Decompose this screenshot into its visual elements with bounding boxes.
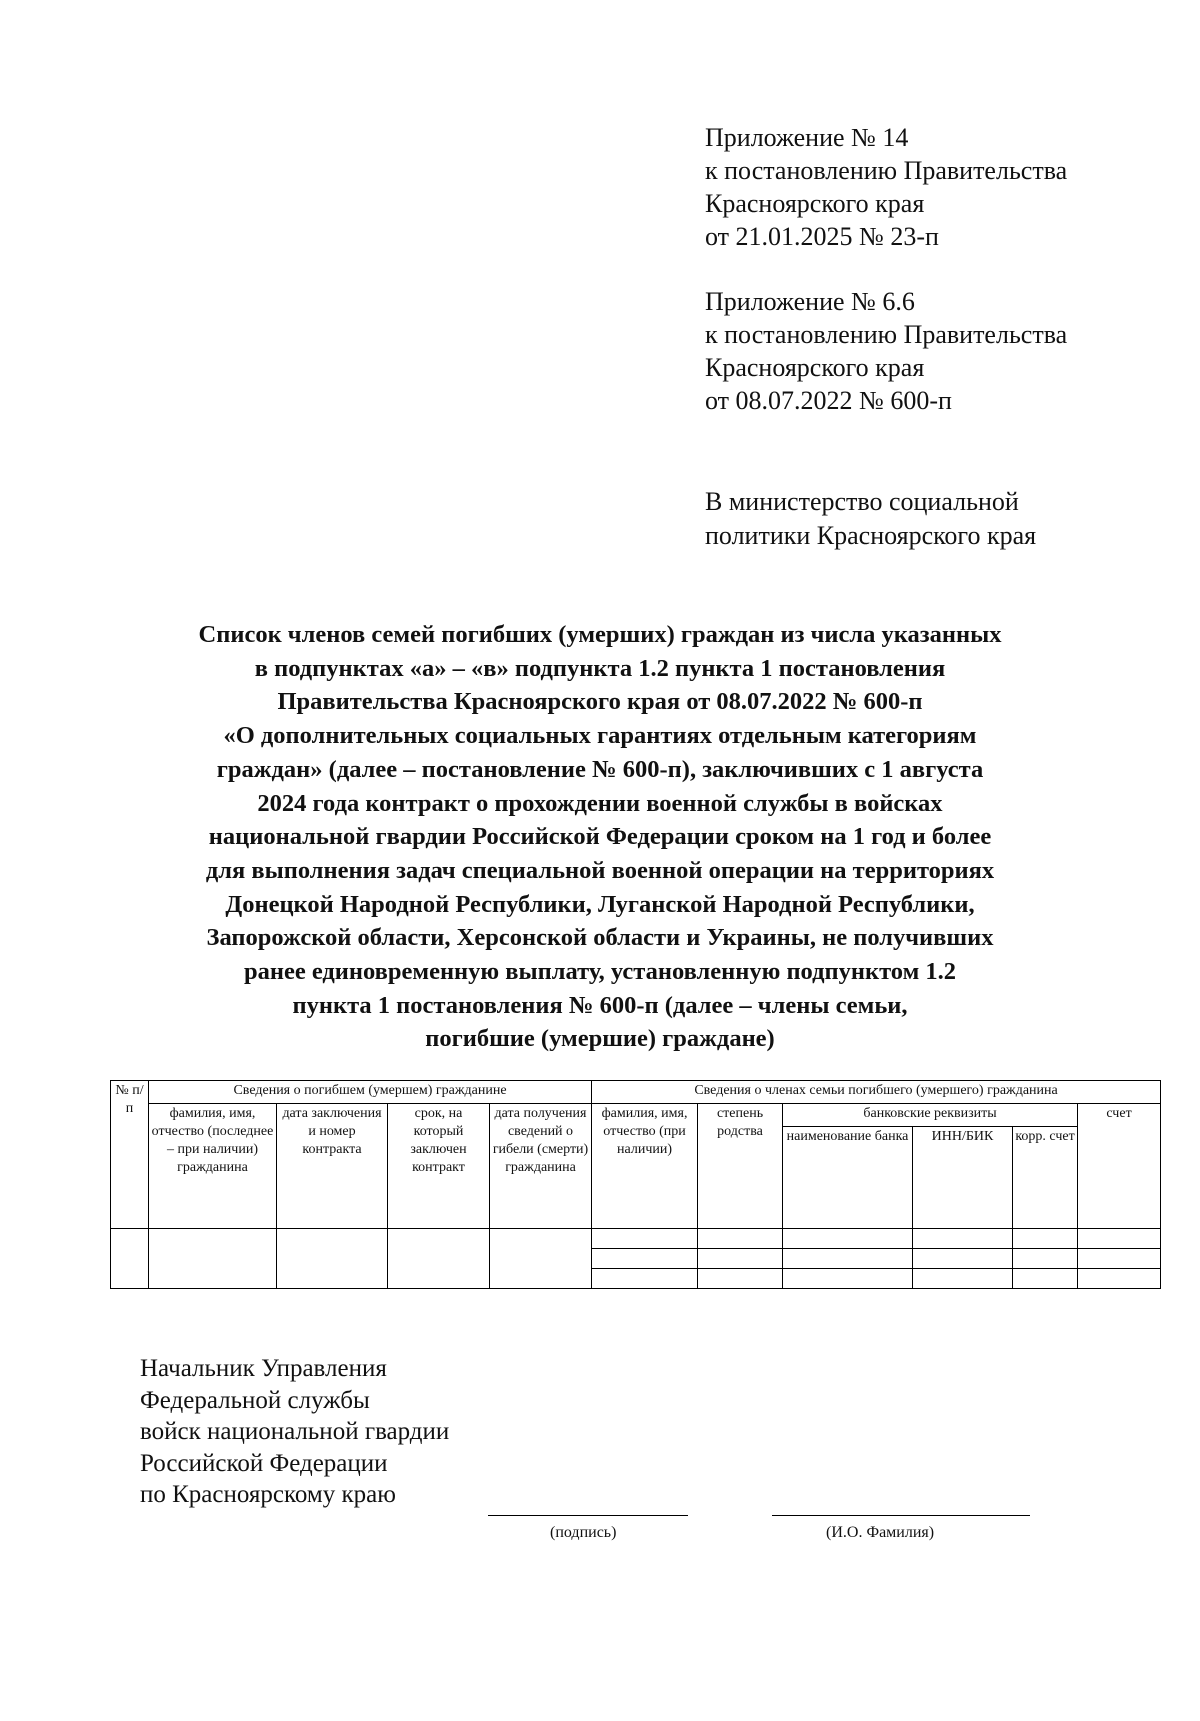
col-header-death-info-date: дата получения сведений о гибели (смерти) гражданина — [490, 1104, 592, 1229]
title-line: Правительства Красноярского края от 08.07.2022 № 600-п — [277, 688, 923, 716]
signatory-line: Начальник Управления — [140, 1355, 387, 1382]
table-cell — [490, 1229, 592, 1289]
signatory-line: войск национальной гвардии — [140, 1418, 450, 1445]
table-cell — [111, 1229, 149, 1289]
title-line: пункта 1 постановления № 600-п (далее – члены семьи, — [292, 991, 908, 1019]
table-cell — [1013, 1249, 1078, 1269]
table-cell — [913, 1249, 1013, 1269]
table-cell — [913, 1269, 1013, 1289]
addressee-block — [705, 485, 1036, 553]
col-header-bank-name: наименование банка — [783, 1127, 913, 1229]
table-cell — [388, 1229, 490, 1289]
table-cell — [1078, 1249, 1161, 1269]
title-line: Донецкой Народной Республики, Луганской Народной Республики, — [225, 890, 975, 918]
table-cell — [783, 1229, 913, 1249]
col-header-corr-account: корр. счет — [1013, 1127, 1078, 1229]
title-line: граждан» (далее – постановление № 600-п), заключивших с 1 августа — [216, 755, 984, 783]
title-line: Список членов семей погибших (умерших) граждан из числа указанных — [198, 621, 1002, 648]
group-header-bank: банковские реквизиты — [783, 1104, 1078, 1127]
table-cell — [277, 1229, 388, 1289]
group-header-deceased: Сведения о погибшем (умершем) гражданине — [149, 1081, 592, 1104]
col-header-inn-bik: ИНН/БИК — [913, 1127, 1013, 1229]
title-line: «О дополнительных социальных гарантиях отдельным категориям — [223, 722, 977, 750]
table-cell — [1013, 1229, 1078, 1249]
title-line: погибшие (умершие) граждане) — [425, 1025, 775, 1053]
signatory-line: по Красноярскому краю — [140, 1481, 396, 1508]
title-line: для выполнения задач специальной военной операции на территориях — [205, 856, 995, 884]
title-line: ранее единовременную выплату, установленную подпунктом 1.2 — [243, 958, 957, 986]
title-line: в подпунктах «а» – «в» подпункта 1.2 пункта 1 постановления — [254, 654, 946, 682]
signatory-line: Федеральной службы — [140, 1386, 370, 1414]
col-header-number: № п/п — [111, 1081, 149, 1229]
appendix-6-6-block — [705, 285, 1145, 417]
table-cell — [783, 1249, 913, 1269]
signatory-block — [140, 1353, 449, 1511]
table-cell — [783, 1269, 913, 1289]
appendix-line: к постановлению Правительства — [705, 320, 1068, 349]
col-header-account: счет — [1078, 1104, 1161, 1229]
col-header-relation: степень родства — [698, 1104, 783, 1229]
appendix-line: от 08.07.2022 № 600-п — [705, 386, 952, 415]
table-cell — [592, 1229, 698, 1249]
signature-line — [488, 1515, 688, 1516]
appendix-line: Красноярского края — [705, 353, 925, 382]
table-cell — [149, 1229, 277, 1289]
appendix-line: от 21.01.2025 № 23-п — [705, 222, 939, 251]
addressee-line: политики Красноярского края — [705, 521, 1037, 550]
table-cell — [698, 1269, 783, 1289]
title-line: Запорожской области, Херсонской области и Украины, не получивших — [206, 924, 994, 952]
table-cell — [698, 1229, 783, 1249]
signature-caption: (подпись) — [550, 1524, 617, 1541]
name-line — [772, 1515, 1030, 1516]
signatory-line: Российской Федерации — [140, 1449, 388, 1477]
appendix-line: Приложение № 6.6 — [705, 287, 915, 316]
document-title — [100, 618, 1100, 1056]
appendix-line: к постановлению Правительства — [705, 156, 1068, 185]
col-header-fio-deceased: фамилия, имя, отчество (последнее – при наличии) гражданина — [149, 1104, 277, 1229]
name-caption: (И.О. Фамилия) — [826, 1524, 935, 1541]
family-members-table — [110, 1080, 1161, 1289]
appendix-line: Красноярского края — [705, 189, 925, 218]
col-header-term: срок, на который заключен контракт — [388, 1104, 490, 1229]
table-cell — [1078, 1229, 1161, 1249]
table-cell — [913, 1229, 1013, 1249]
table-cell — [592, 1249, 698, 1269]
title-line: 2024 года контракт о прохождении военной службы в войсках — [257, 789, 943, 817]
appendix-14-block — [705, 121, 1145, 253]
table-cell — [1078, 1269, 1161, 1289]
table-cell — [698, 1249, 783, 1269]
col-header-contract-date: дата заключения и номер контракта — [277, 1104, 388, 1229]
appendix-line: Приложение № 14 — [705, 123, 909, 152]
group-header-family: Сведения о членах семьи погибшего (умершего) гражданина — [592, 1081, 1161, 1104]
table-cell — [1013, 1269, 1078, 1289]
title-line: национальной гвардии Российской Федерации сроком на 1 год и более — [208, 823, 992, 851]
table-cell — [592, 1269, 698, 1289]
addressee-line: В министерство социальной — [705, 487, 1019, 516]
col-header-fio-family: фамилия, имя, отчество (при наличии) — [592, 1104, 698, 1229]
